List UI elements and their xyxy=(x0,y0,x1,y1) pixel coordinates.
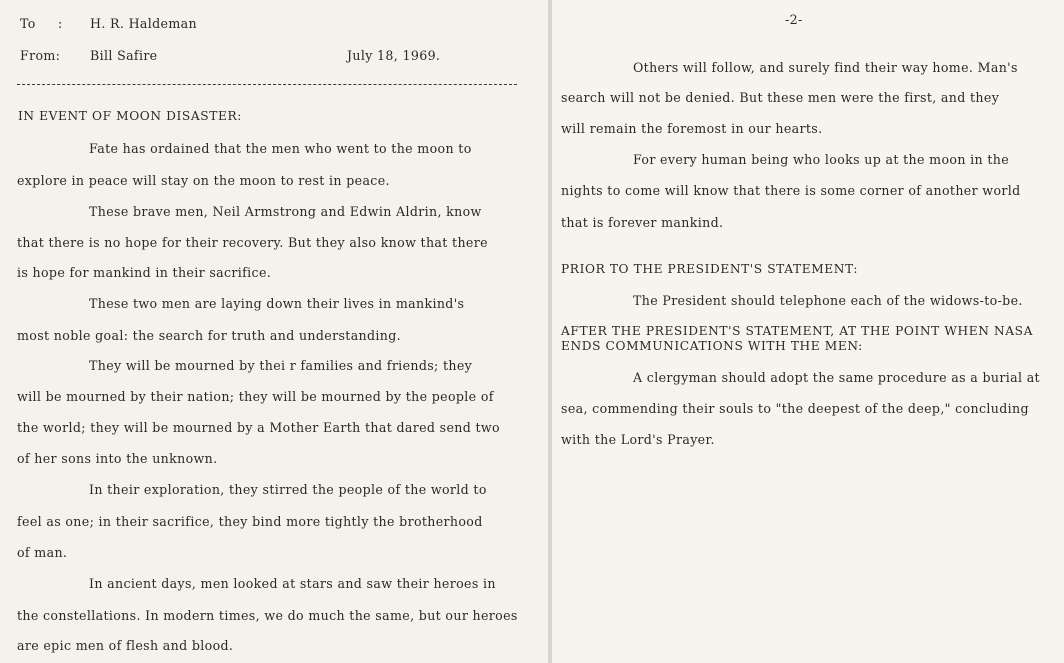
section-heading-moon-disaster: IN EVENT OF MOON DISASTER: xyxy=(18,109,242,123)
body-line: with the Lord's Prayer. xyxy=(561,432,715,447)
body-line: For every human being who looks up at the moon in the xyxy=(633,152,1009,167)
to-recipient: H. R. Haldeman xyxy=(90,16,197,31)
body-line: search will not be denied. But these men were the first, and they xyxy=(561,90,1000,105)
body-line: is hope for mankind in their sacrifice. xyxy=(17,265,272,280)
body-line: the constellations. In modern times, we do much the same, but our heroes xyxy=(17,608,518,623)
body-line: In ancient days, men looked at stars and saw their heroes in xyxy=(89,576,496,591)
body-line: explore in peace will stay on the moon to rest in peace. xyxy=(17,173,390,188)
body-line: Fate has ordained that the men who went to the moon to xyxy=(89,141,472,156)
to-colon: : xyxy=(58,16,63,31)
body-line: feel as one; in their sacrifice, they bind more tightly the brotherhood xyxy=(17,514,483,529)
section-heading-prior: PRIOR TO THE PRESIDENT'S STATEMENT: xyxy=(561,262,859,276)
body-line: of her sons into the unknown. xyxy=(17,451,218,466)
body-line: nights to come will know that there is some corner of another world xyxy=(561,183,1021,198)
section-heading-after-cont: ENDS COMMUNICATIONS WITH THE MEN: xyxy=(561,339,863,353)
body-line: most noble goal: the search for truth and understanding. xyxy=(17,328,402,343)
memo-page-2 xyxy=(552,0,1064,663)
body-line: the world; they will be mourned by a Mother Earth that dared send two xyxy=(17,420,500,435)
body-line: that is forever mankind. xyxy=(561,215,724,230)
body-line: These two men are laying down their lives in mankind's xyxy=(89,296,465,311)
from-label: From: xyxy=(20,48,61,63)
body-line: of man. xyxy=(17,545,68,560)
body-line: will remain the foremost in our hearts. xyxy=(561,121,823,136)
dashed-divider xyxy=(17,84,517,85)
body-line: They will be mourned by thei r families and friends; they xyxy=(89,358,473,373)
body-line: A clergyman should adopt the same procedure as a burial at xyxy=(633,370,1040,385)
body-line: that there is no hope for their recovery. But they also know that there xyxy=(17,235,488,250)
body-line: are epic men of flesh and blood. xyxy=(17,638,234,653)
body-line: Others will follow, and surely find their way home. Man's xyxy=(633,60,1018,75)
body-line: In their exploration, they stirred the people of the world to xyxy=(89,482,487,497)
body-line: sea, commending their souls to "the deepest of the deep," concluding xyxy=(561,401,1029,416)
body-line: These brave men, Neil Armstrong and Edwin Aldrin, know xyxy=(89,204,482,219)
memo-date: July 18, 1969. xyxy=(347,48,441,63)
from-sender: Bill Safire xyxy=(90,48,158,63)
page-number: -2- xyxy=(785,12,803,27)
to-label: To xyxy=(20,16,36,31)
body-line: will be mourned by their nation; they will be mourned by the people of xyxy=(17,389,494,404)
body-line: The President should telephone each of the widows-to-be. xyxy=(633,293,1023,308)
section-heading-after: AFTER THE PRESIDENT'S STATEMENT, AT THE POINT WHEN NASA xyxy=(561,324,1033,338)
